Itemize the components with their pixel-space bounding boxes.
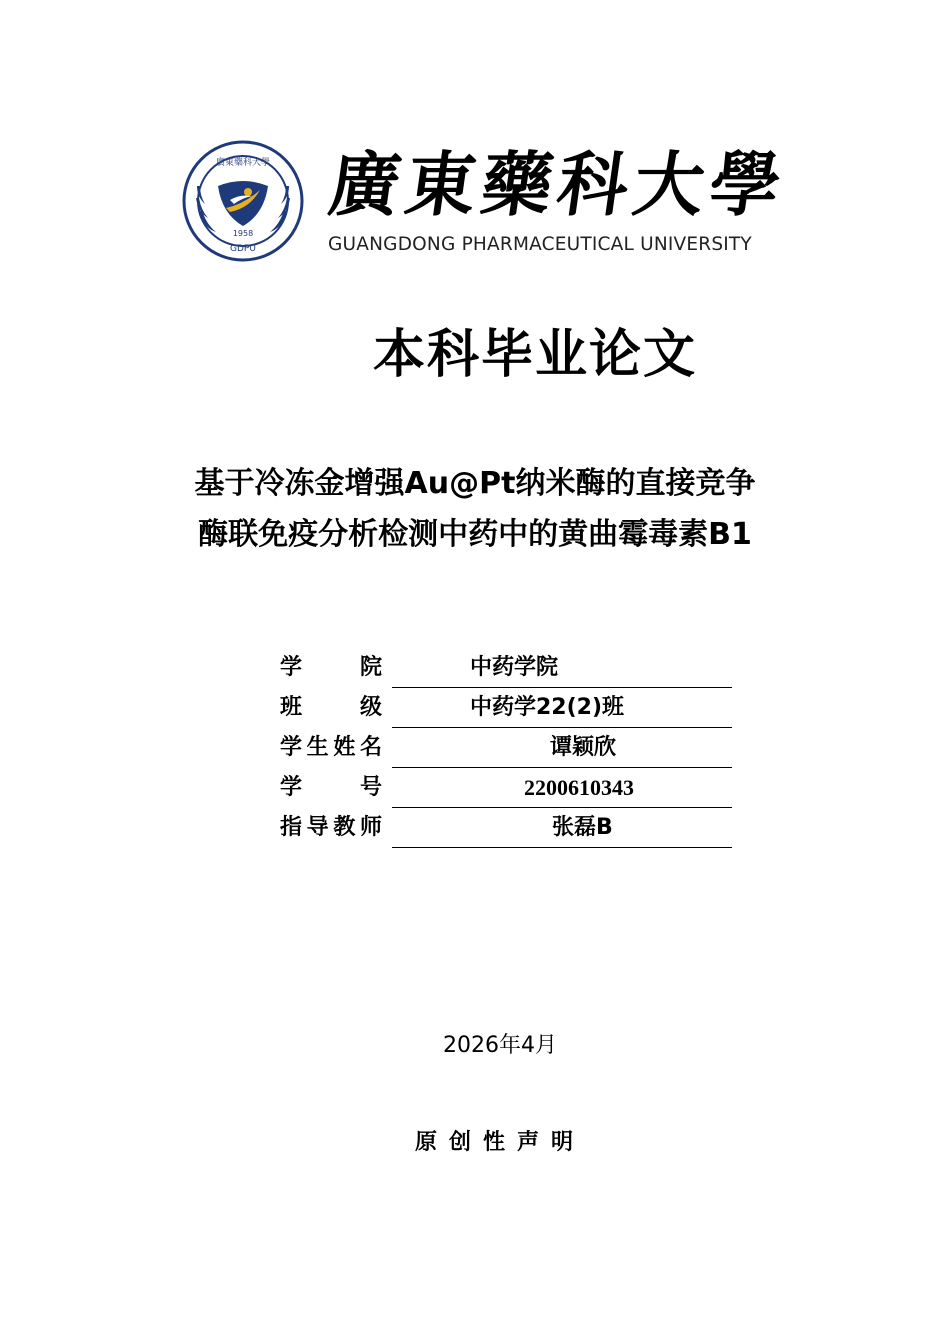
student-info-table xyxy=(280,648,732,848)
info-value xyxy=(392,728,732,768)
info-row-class xyxy=(280,688,732,728)
info-value xyxy=(392,648,732,688)
info-label: 学 号 xyxy=(280,775,382,800)
info-value xyxy=(392,688,732,728)
document-type: 本科毕业论文 xyxy=(372,325,697,385)
seal-year: 1958 xyxy=(232,229,254,238)
info-label: 班 级 xyxy=(280,695,382,720)
info-label: 学生姓名 xyxy=(280,735,382,760)
info-row-student-id xyxy=(280,768,732,808)
college-value: 中药学院 xyxy=(470,655,559,680)
thesis-title-line2: 酶联免疫分析检测中药中的黄曲霉毒素B1 xyxy=(198,517,752,552)
student-name-value: 谭颖欣 xyxy=(550,735,617,760)
info-label: 学 院 xyxy=(280,655,382,680)
submission-date: 2026年4月 xyxy=(443,1033,557,1058)
info-label: 指导教师 xyxy=(280,815,382,840)
university-name-cn: 廣東藥科大學 xyxy=(324,143,792,226)
student-id-value: 2200610343 xyxy=(524,775,634,800)
declaration-heading: 原创性声明 xyxy=(414,1130,585,1155)
university-seal-icon xyxy=(182,140,304,262)
info-value xyxy=(392,768,732,808)
seal-abbr: GDPU xyxy=(230,244,256,254)
info-row-college xyxy=(280,648,732,688)
info-value xyxy=(392,808,732,848)
thesis-title-line1: 基于冷冻金增强Au@Pt纳米酶的直接竞争 xyxy=(194,466,756,501)
university-name-en: GUANGDONG PHARMACEUTICAL UNIVERSITY xyxy=(328,234,752,255)
seal-ring-text: 廣東藥科大學 xyxy=(215,158,271,168)
info-row-advisor xyxy=(280,808,732,848)
class-value: 中药学22(2)班 xyxy=(470,695,625,720)
info-row-student-name xyxy=(280,728,732,768)
advisor-value: 张磊B xyxy=(552,815,613,840)
university-logo xyxy=(182,140,792,265)
